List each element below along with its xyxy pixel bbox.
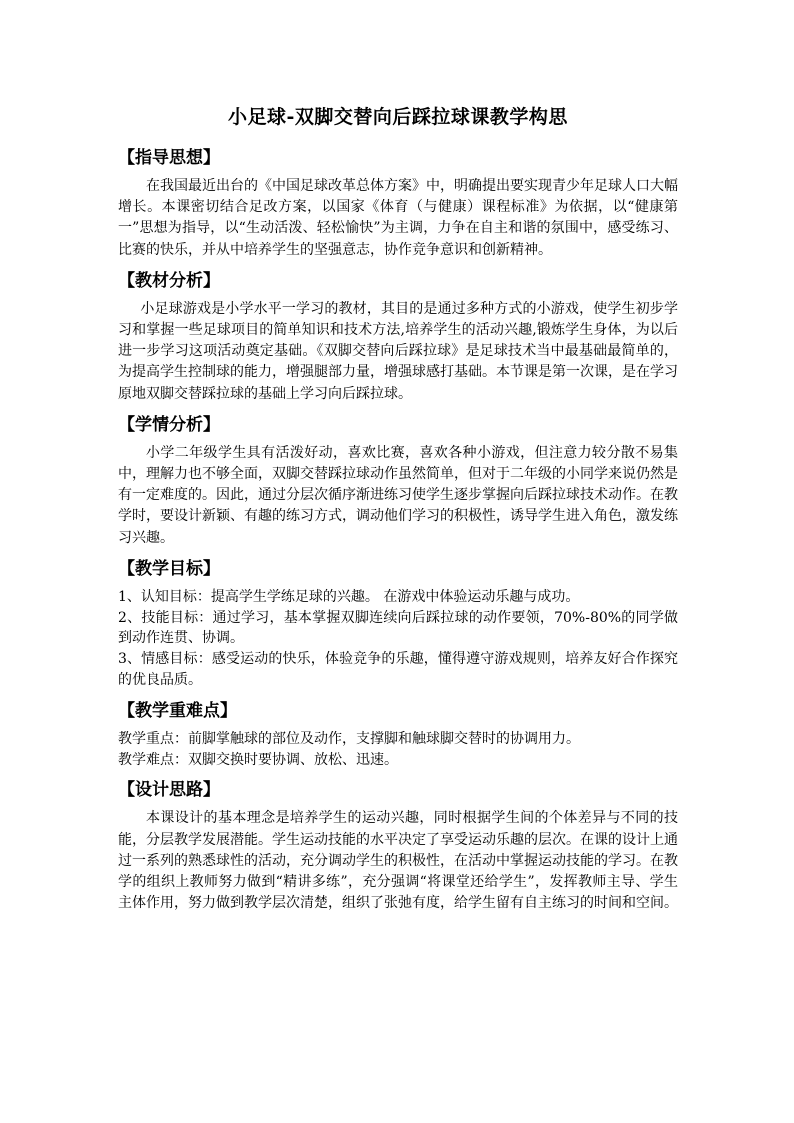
- key-points-list: [118, 729, 678, 771]
- section-paragraph: 小学二年级学生具有活泼好动，喜欢比赛，喜欢各种小游戏，但注意力较分散不易集中，理解力也不够全面，双脚交替踩拉球动作虽然简单，但对于二年级的小同学来说仍然是有一定难度的。因此，通过分层次循序渐进练习使学生逐步掌握向后踩拉球技术动作。在教学时，要设计新颖、有趣的练习方式，调动他们学习的积极性，诱导学生进入角色，激发练习兴趣。: [118, 444, 678, 546]
- section-material-analysis: [118, 269, 678, 405]
- section-heading: 【指导思想】: [118, 148, 220, 168]
- section-design-ideas: [118, 778, 678, 914]
- section-heading: 【教材分析】: [118, 270, 220, 291]
- section-guiding-thought: [118, 146, 678, 261]
- document-page: [118, 104, 678, 922]
- section-paragraph: 在我国最近出台的《中国足球改革总体方案》中，明确提出要实现青少年足球人口大幅增长。本课密切结合足改方案，以国家《体育（与健康）课程标准》为依据，以“健康第一”思想为指导，以“生动活泼、轻松愉快”为主调，力争在自主和谐的氛围中，感受练习、比赛的快乐，并从中培养学生的坚强意志，协作竞争意识和创新精神。: [118, 178, 678, 258]
- list-item: 2、技能目标：通过学习，基本掌握双脚连续向后踩拉球的动作要领，70%-80%的同学做到动作连贯、协调。: [118, 609, 678, 647]
- section-paragraph: 本课设计的基本理念是培养学生的运动兴趣，同时根据学生间的个体差异与不同的技能，分层教学发展潜能。学生运动技能的水平决定了享受运动乐趣的层次。在课的设计上通过一系列的熟悉球性的活动，充分调动学生的积极性，在活动中掌握运动技能的学习。在教学的组织上教师努力做到“精讲多练”，充分强调“将课堂还给学生”，发挥教师主导、学生主体作用，努力做到教学层次清楚，组织了张弛有度，给学生留有自主练习的时间和空间。: [118, 810, 678, 912]
- section-student-analysis: [118, 413, 678, 549]
- section-heading: 【设计思路】: [118, 780, 220, 801]
- section-heading: 【教学重难点】: [118, 700, 237, 721]
- document-title: 小足球-双脚交替向后踩拉球课教学构思: [228, 106, 568, 128]
- section-key-difficult-points: [118, 699, 678, 771]
- section-teaching-goals: [118, 557, 678, 691]
- section-paragraph: 小足球游戏是小学水平一学习的教材，其目的是通过多种方式的小游戏，使学生初步学习和掌握一些足球项目的简单知识和技术方法,培养学生的活动兴趣,锻炼学生身体，为以后进一步学习这项活动奠定基础。《双脚交替向后踩拉球》是足球技术当中最基础最简单的，为提高学生控制球的能力，增强腿部力量，增强球感打基础。本节课是第一次课，是在学习原地双脚交替踩拉球的基础上学习向后踩拉球。: [118, 300, 678, 402]
- list-item: 教学重点：前脚掌触球的部位及动作，支撑脚和触球脚交替时的协调用力。: [118, 730, 580, 747]
- list-item: 1、认知目标：提高学生学练足球的兴趣。 在游戏中体验运动乐趣与成功。: [118, 588, 580, 605]
- section-heading: 【教学目标】: [118, 558, 220, 579]
- section-heading: 【学情分析】: [118, 414, 220, 435]
- list-item: 教学难点：双脚交换时要协调、放松、迅速。: [118, 751, 398, 768]
- list-item: 3、情感目标：感受运动的快乐，体验竞争的乐趣，懂得遵守游戏规则，培养友好合作探究的优良品质。: [118, 651, 678, 689]
- goals-list: [118, 587, 678, 691]
